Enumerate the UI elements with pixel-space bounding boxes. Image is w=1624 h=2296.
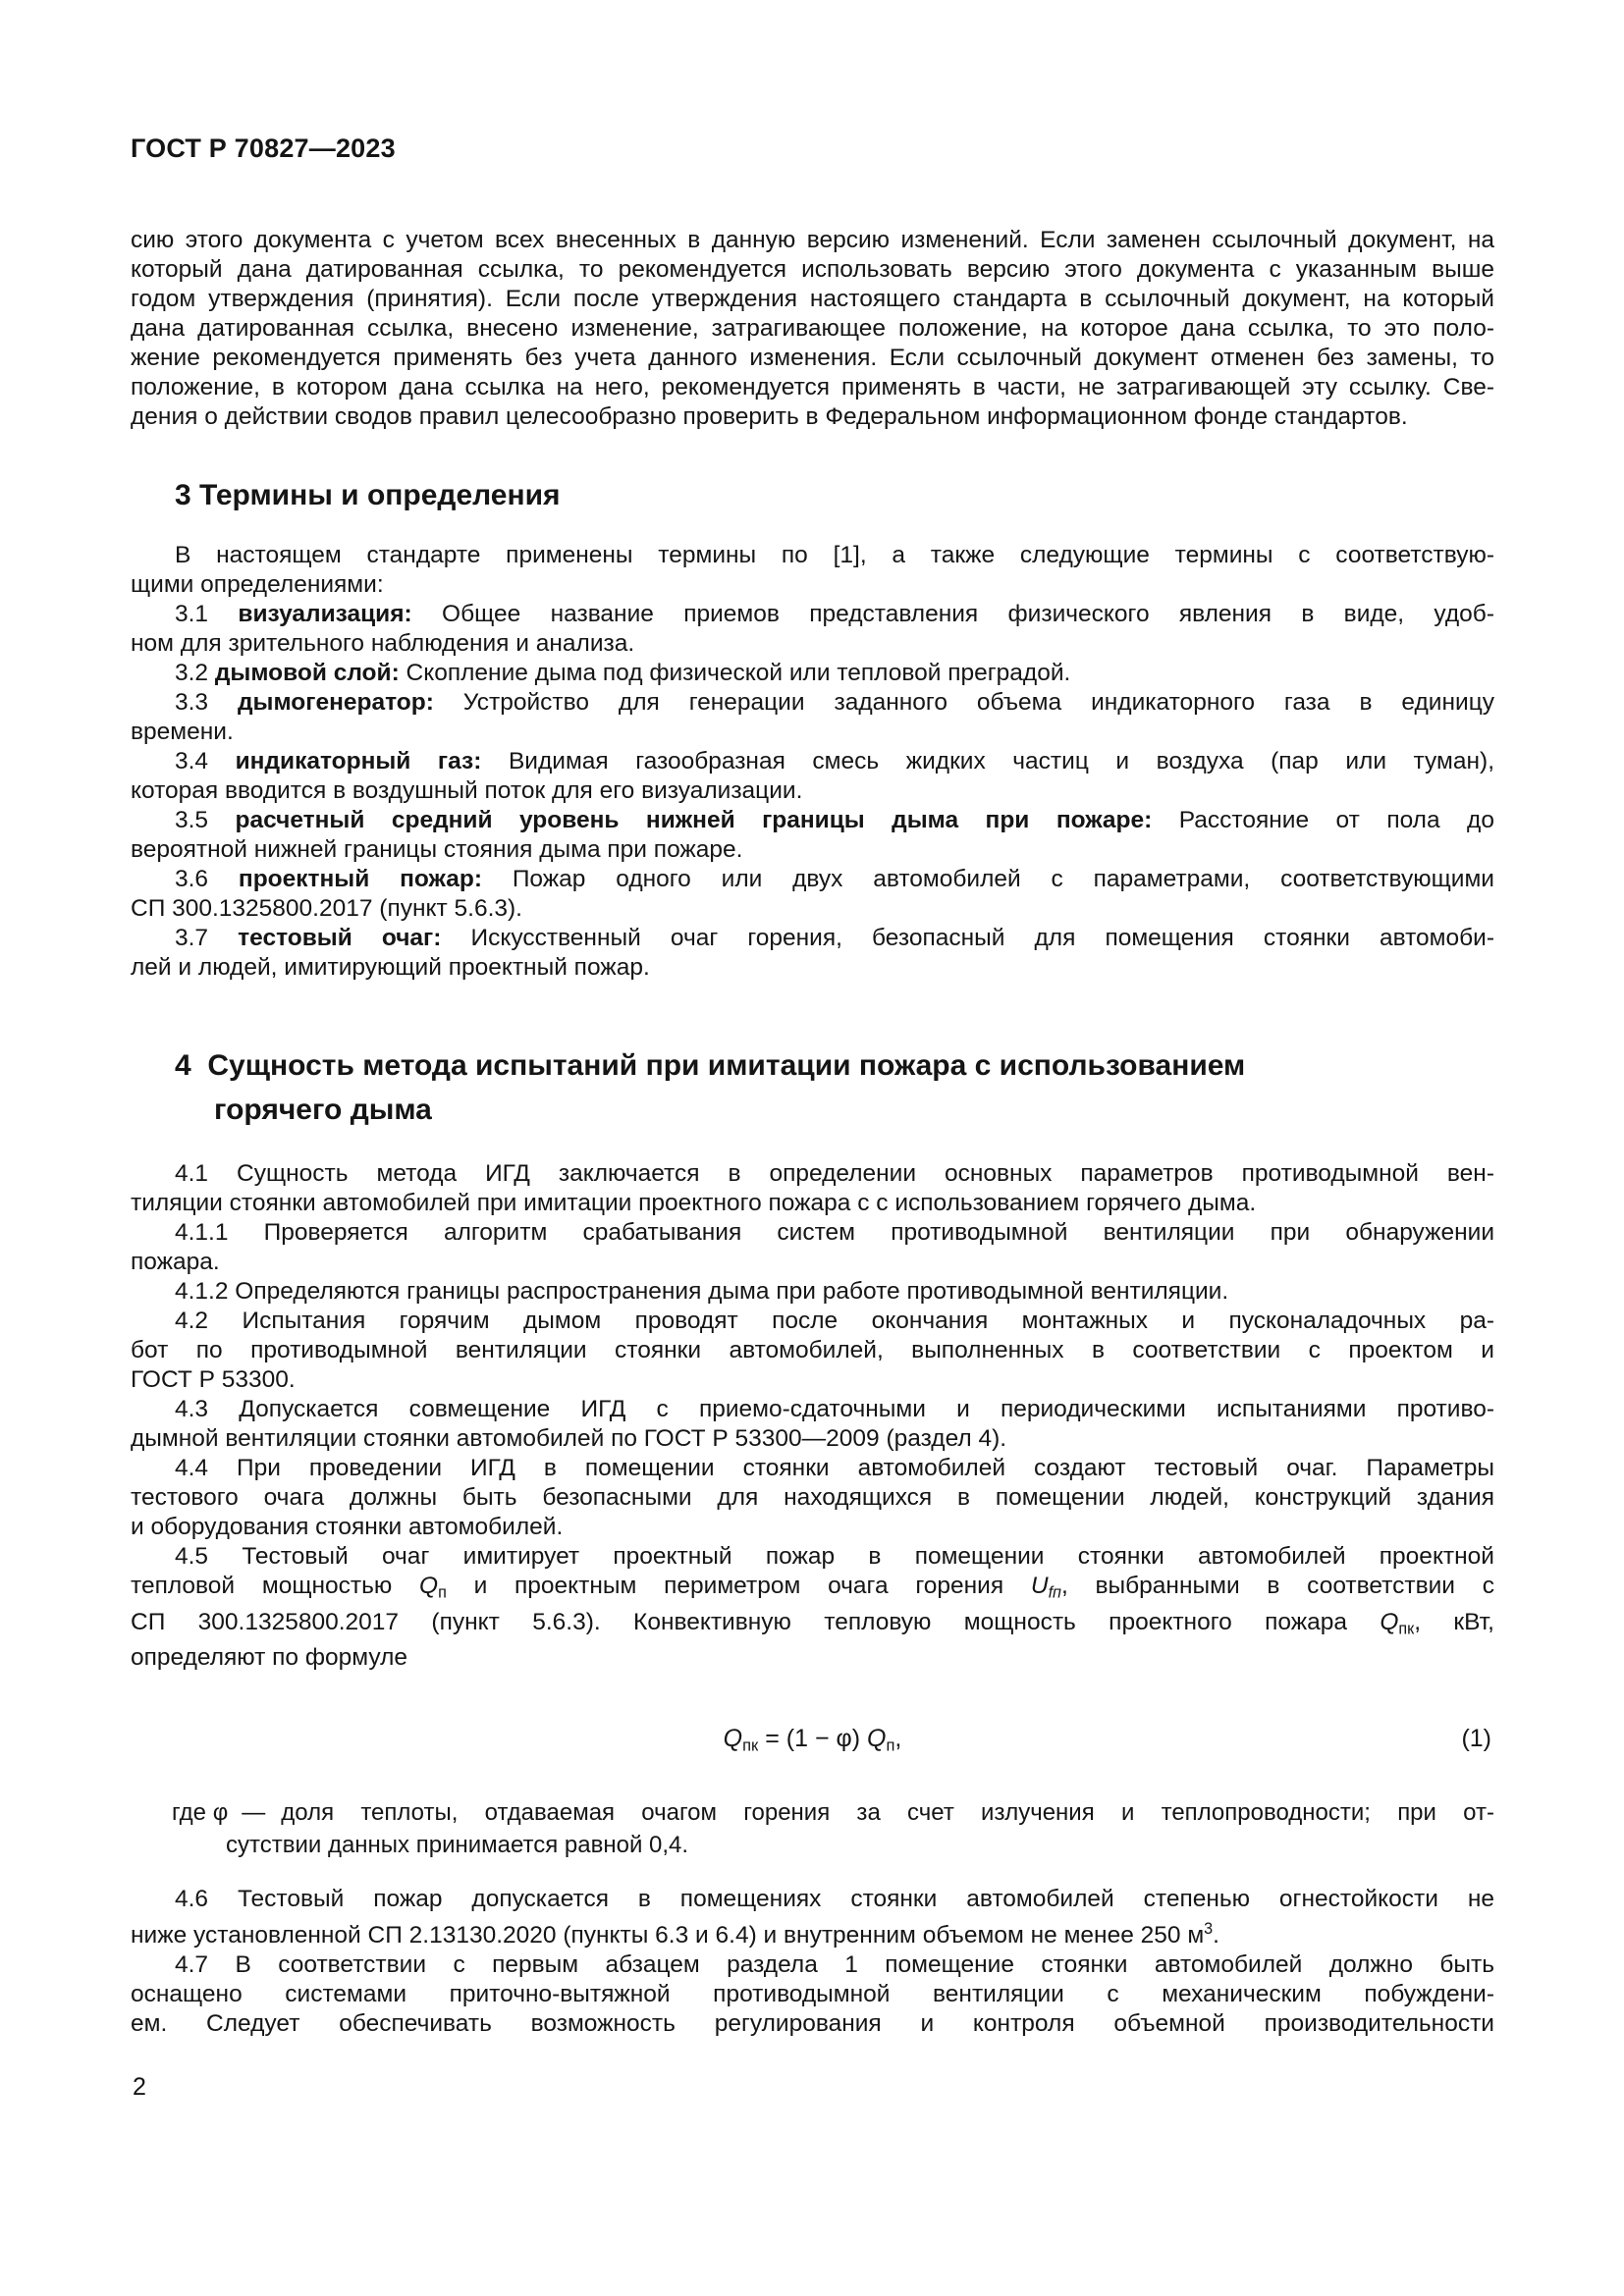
section-heading: [131, 1043, 1494, 1132]
text-line: ниже установленной СП 2.13130.2020 (пункты 6.3 и 6.4) и внутренним объемом не менее 250 $м^3$.: [131, 1919, 1219, 1949]
text-line: 4.2 Испытания горячим дымом проводят после окончания монтажных и пусконаладочных ра-: [175, 1308, 1494, 1334]
paragraph: [131, 1395, 1494, 1454]
text-line: ном для зрительного наблюдения и анализа.: [131, 630, 635, 657]
text-line: сутствии данных принимается равной 0,4.: [226, 1831, 689, 1858]
where-label: где φ: [172, 1798, 229, 1826]
text-line: 4.3 Допускается совмещение ИГД с приемо-сдаточными и периодическими испытаниями противо-: [175, 1396, 1494, 1422]
paragraph: [131, 600, 1494, 659]
where-dash: —: [242, 1798, 266, 1826]
text-line: СП 300.1325800.2017 (пункт 5.6.3). Конвективную тепловую мощность проектного пожара $Q_{пк}$, кВт,: [131, 1608, 1494, 1638]
formula: [131, 1722, 1494, 1763]
page-number: 2: [133, 2073, 146, 2101]
text-line: 4.1.2 Определяются границы распространения дыма при работе противодымной вентиляции.: [175, 1278, 1229, 1305]
where-row: [172, 1796, 1494, 1829]
text-line: 4.5 Тестовый очаг имитирует проектный пожар в помещении стоянки автомобилей проектной: [175, 1543, 1494, 1570]
text-line: положение, в котором дана ссылка на него, рекомендуется применять в части, не затрагивающей эту ссылку. Све-: [131, 374, 1494, 400]
heading-line: 4 Сущность метода испытаний при имитации пожара с использованием: [175, 1049, 1246, 1082]
paragraph: [131, 1218, 1494, 1277]
text-line: времени.: [131, 719, 234, 745]
text-line: тепловой мощностью $Q_п$ и проектным периметром очага горения Ufп, выбранными в соответствии с: [131, 1573, 1494, 1602]
text-line: 4.6 Тестовый пожар допускается в помещениях стоянки автомобилей степенью огнестойкости не: [175, 1885, 1494, 1912]
paragraph: [131, 688, 1494, 747]
formula-number: (1): [1461, 1725, 1491, 1753]
text-line: 4.1 Сущность метода ИГД заключается в определении основных параметров противодымной вен-: [175, 1160, 1494, 1187]
formula-expression: $Q_{пк} = (1 - \varphi)$ $Q_п$,: [723, 1725, 902, 1755]
text-line: и оборудования стоянки автомобилей.: [131, 1514, 564, 1540]
text-line: В настоящем стандарте применены термины по [1], а также следующие термины с соответствую-: [175, 542, 1494, 568]
text-line: вероятной нижней границы стояния дыма при пожаре.: [131, 836, 743, 863]
text-line: 3.6 проектный пожар: Пожар одного или двух автомобилей с параметрами, соответствующими: [175, 866, 1494, 892]
text-line: лей и людей, имитирующий проектный пожар.: [131, 954, 650, 981]
paragraph: [131, 1950, 1494, 2039]
text-line: 4.7 В соответствии с первым абзацем раздела 1 помещение стоянки автомобилей должно быть: [175, 1950, 1494, 1978]
document-content: [131, 226, 1494, 2039]
heading-line: 3 Термины и определения: [175, 479, 561, 511]
text-line: пожара.: [131, 1249, 220, 1275]
text-line: 3.5 расчетный средний уровень нижней границы дыма при пожаре: Расстояние от пола до: [175, 807, 1494, 833]
text-line: СП 300.1325800.2017 (пункт 5.6.3).: [131, 895, 522, 922]
paragraph: [131, 1159, 1494, 1218]
text-line: тиляции стоянки автомобилей при имитации проектного пожара с с использованием горячего дыма.: [131, 1190, 1257, 1216]
text-line: дана датированная ссылка, внесено изменение, затрагивающее положение, на которое дана ссылка, то это поло-: [131, 315, 1494, 342]
paragraph: [131, 806, 1494, 865]
paragraph: [131, 865, 1494, 924]
paragraph: [131, 924, 1494, 983]
paragraph: [131, 1307, 1494, 1395]
text-line: доля теплоты, отдаваемая очагом горения за счет излучения и теплопроводности; при от-: [281, 1798, 1494, 1826]
text-line: определяют по формуле: [131, 1644, 408, 1672]
where-clause: [131, 1796, 1494, 1861]
paragraph: [131, 747, 1494, 806]
text-line: тестового очага должны быть безопасными для находящихся в помещении людей, конструкций здания: [131, 1484, 1494, 1511]
text-line: жение рекомендуется применять без учета данного изменения. Если ссылочный документ отменен без замены, то: [131, 345, 1494, 371]
text-line: дения о действии сводов правил целесообразно проверить в Федеральном информационном фонде стандартов.: [131, 403, 1408, 430]
text-line: 3.2 дымовой слой: Скопление дыма под физической или тепловой преградой.: [175, 660, 1071, 686]
text-line: 3.3 дымогенератор: Устройство для генерации заданного объема индикаторного газа в единицу: [175, 689, 1494, 716]
paragraph: [131, 659, 1494, 688]
text-line: которая вводится в воздушный поток для его визуализации.: [131, 777, 803, 804]
text-line: сию этого документа с учетом всех внесенных в данную версию изменений. Если заменен ссылочный документ, на: [131, 227, 1494, 253]
paragraph: [131, 1454, 1494, 1542]
text-line: оснащено системами приточно-вытяжной противодымной вентиляции с механическим побуждени-: [131, 1980, 1494, 2007]
text-line: 3.1 визуализация: Общее название приемов представления физического явления в виде, удоб-: [175, 601, 1494, 627]
section-heading: [131, 477, 1494, 513]
heading-line: горячего дыма: [214, 1094, 432, 1126]
text-line: ем. Следует обеспечивать возможность регулирования и контроля объемной производительности: [131, 2009, 1494, 2037]
text-line: бот по противодымной вентиляции стоянки автомобилей, выполненных в соответствии с проектом и: [131, 1337, 1494, 1363]
text-line: который дана датированная ссылка, то рекомендуется использовать версию этого документа с указанным выше: [131, 256, 1494, 283]
text-line: ГОСТ Р 53300.: [131, 1366, 296, 1393]
paragraph: [131, 1277, 1494, 1307]
text-line: дымной вентиляции стоянки автомобилей по ГОСТ Р 53300—2009 (раздел 4).: [131, 1425, 1007, 1452]
paragraph: [131, 226, 1494, 432]
text-line: годом утверждения (принятия). Если после утверждения настоящего стандарта в ссылочный документ, на который: [131, 286, 1494, 312]
paragraph: [131, 1542, 1494, 1673]
doc-code: ГОСТ Р 70827—2023: [131, 133, 396, 163]
text-line: щими определениями:: [131, 571, 384, 598]
paragraph: [131, 541, 1494, 600]
text-line: 3.4 индикаторный газ: Видимая газообразная смесь жидких частиц и воздуха (пар или туман),: [175, 748, 1494, 774]
text-line: 4.1.1 Проверяется алгоритм срабатывания систем противодымной вентиляции при обнаружении: [175, 1219, 1494, 1246]
text-line: 3.7 тестовый очаг: Искусственный очаг горения, безопасный для помещения стоянки автомоби-: [175, 925, 1495, 951]
text-line: 4.4 При проведении ИГД в помещении стоянки автомобилей создают тестовый очаг. Параметры: [175, 1455, 1494, 1481]
paragraph: [131, 1885, 1494, 1950]
